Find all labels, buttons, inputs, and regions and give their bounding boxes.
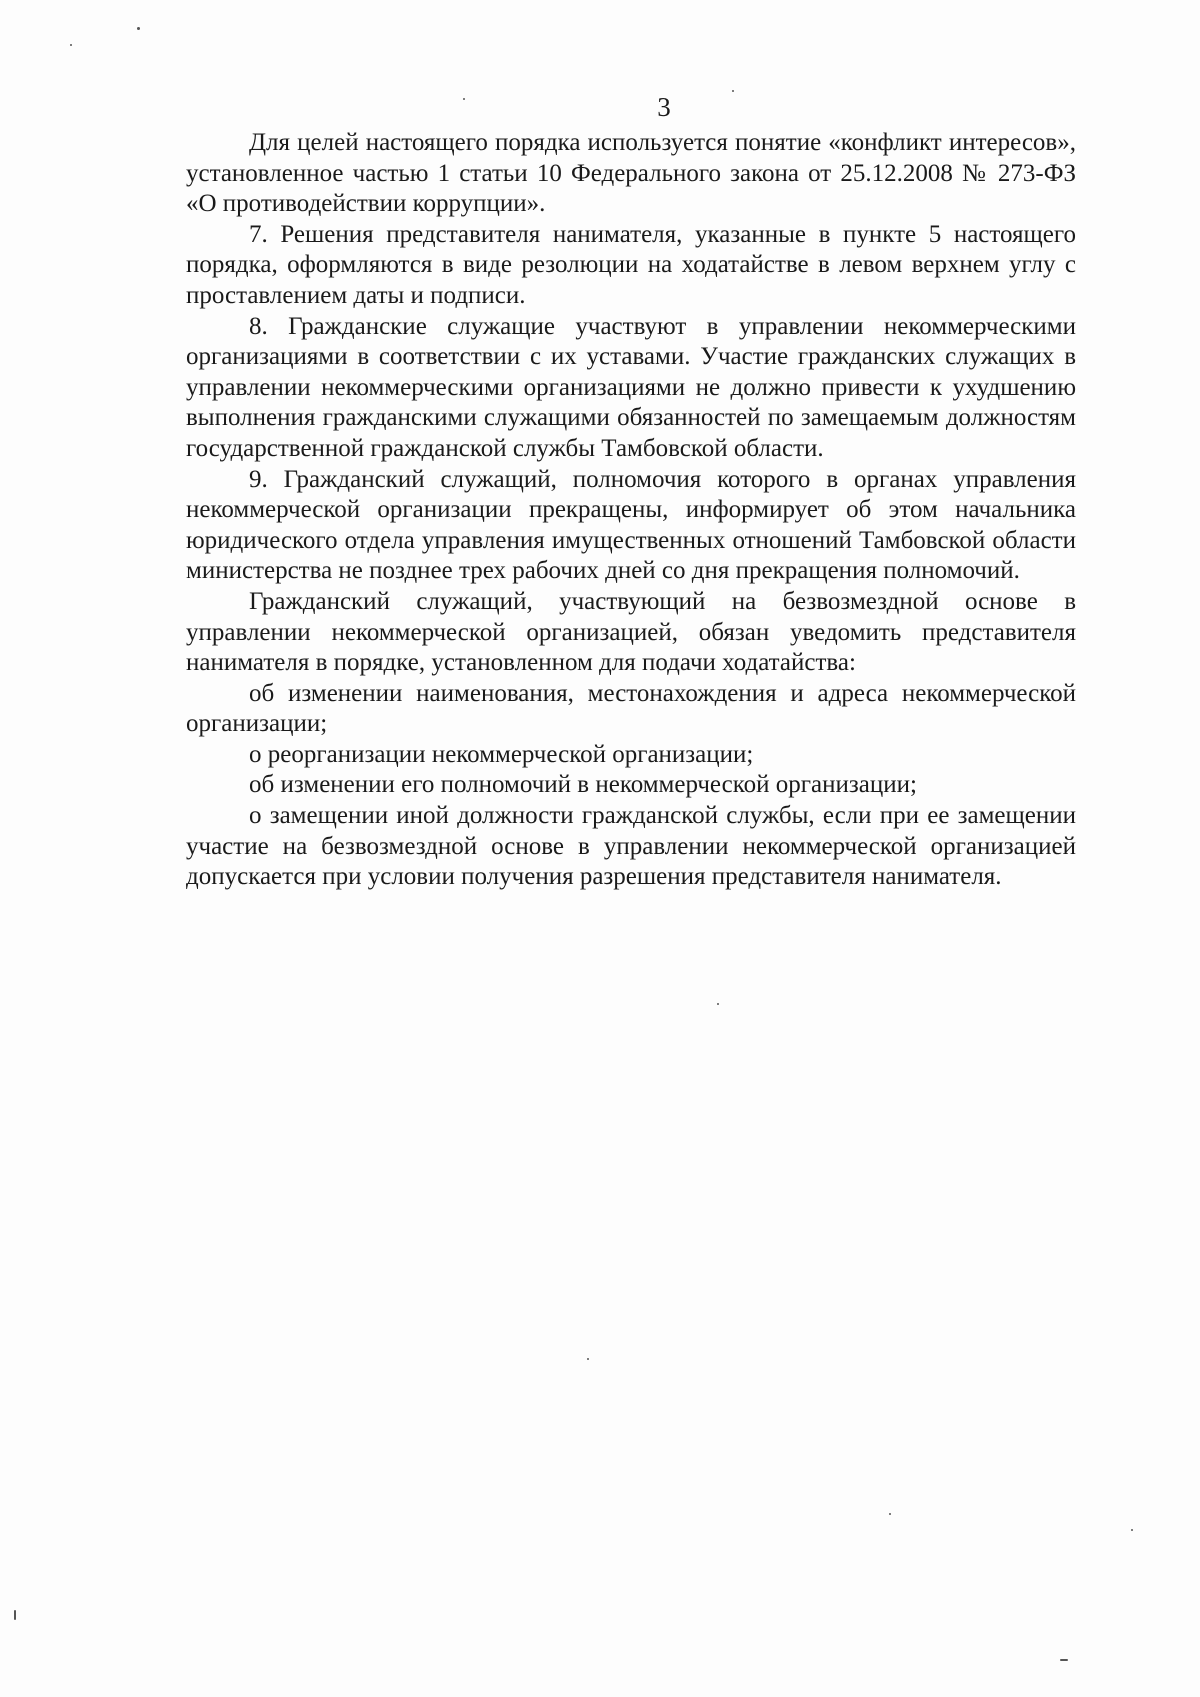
paragraph-notification-duty: Гражданский служащий, участвующий на безвозмездной основе в управлении некоммерческой организацией, обязан уведомить представителя нанимателя в порядке, установленном для подачи ходатайства: — [186, 587, 1076, 677]
scan-speck — [70, 44, 72, 46]
document-body — [186, 128, 1076, 893]
scan-speck — [587, 1358, 589, 1360]
scan-speck — [1131, 1529, 1133, 1531]
scan-speck — [463, 98, 465, 100]
paragraph-item-9: 9. Гражданский служащий, полномочия которого в органах управления некоммерческой организации прекращены, информирует об этом начальника юридического отдела управления имущественных отношений Тамбовской области министерства не позднее трех рабочих дней со дня прекращения полномочий. — [186, 465, 1076, 585]
paragraph-item-7: 7. Решения представителя нанимателя, указанные в пункте 5 настоящего порядка, оформляются в виде резолюции на ходатайстве в левом верхнем углу с проставлением даты и подписи. — [186, 220, 1076, 309]
list-item-authority-change: об изменении его полномочий в некоммерческой организации; — [249, 771, 917, 799]
list-item-reorganization: о реорганизации некоммерческой организации; — [249, 740, 754, 768]
scan-speck — [14, 1610, 16, 1620]
page-number: 3 — [657, 92, 671, 122]
scan-speck — [137, 27, 140, 30]
scan-speck — [717, 1003, 719, 1005]
scan-speck — [1060, 1659, 1068, 1661]
scan-speck — [732, 90, 734, 92]
scan-speck — [889, 1513, 891, 1515]
paragraph-conflict-of-interest: Для целей настоящего порядка используется понятие «конфликт интересов», установленное частью 1 статьи 10 Федерального закона от 25.12.2008 № 273-ФЗ «О противодействии коррупции». — [186, 129, 1076, 218]
list-item-other-position: о замещении иной должности гражданской службы, если при ее замещении участие на безвозмездной основе в управлении некоммерческой организацией допускается при условии получения разрешения представителя нанимателя. — [186, 802, 1076, 891]
list-item-name-change: об изменении наименования, местонахождения и адреса некоммерческой организации; — [186, 679, 1076, 738]
paragraph-item-8: 8. Гражданские служащие участвуют в управлении некоммерческими организациями в соответствии с их уставами. Участие гражданских служащих в управлении некоммерческими организациями не должно привести к ухудшению выполнения гражданскими служащими обязанностей по замещаемым должностям государственной гражданской службы Тамбовской области. — [186, 312, 1076, 462]
